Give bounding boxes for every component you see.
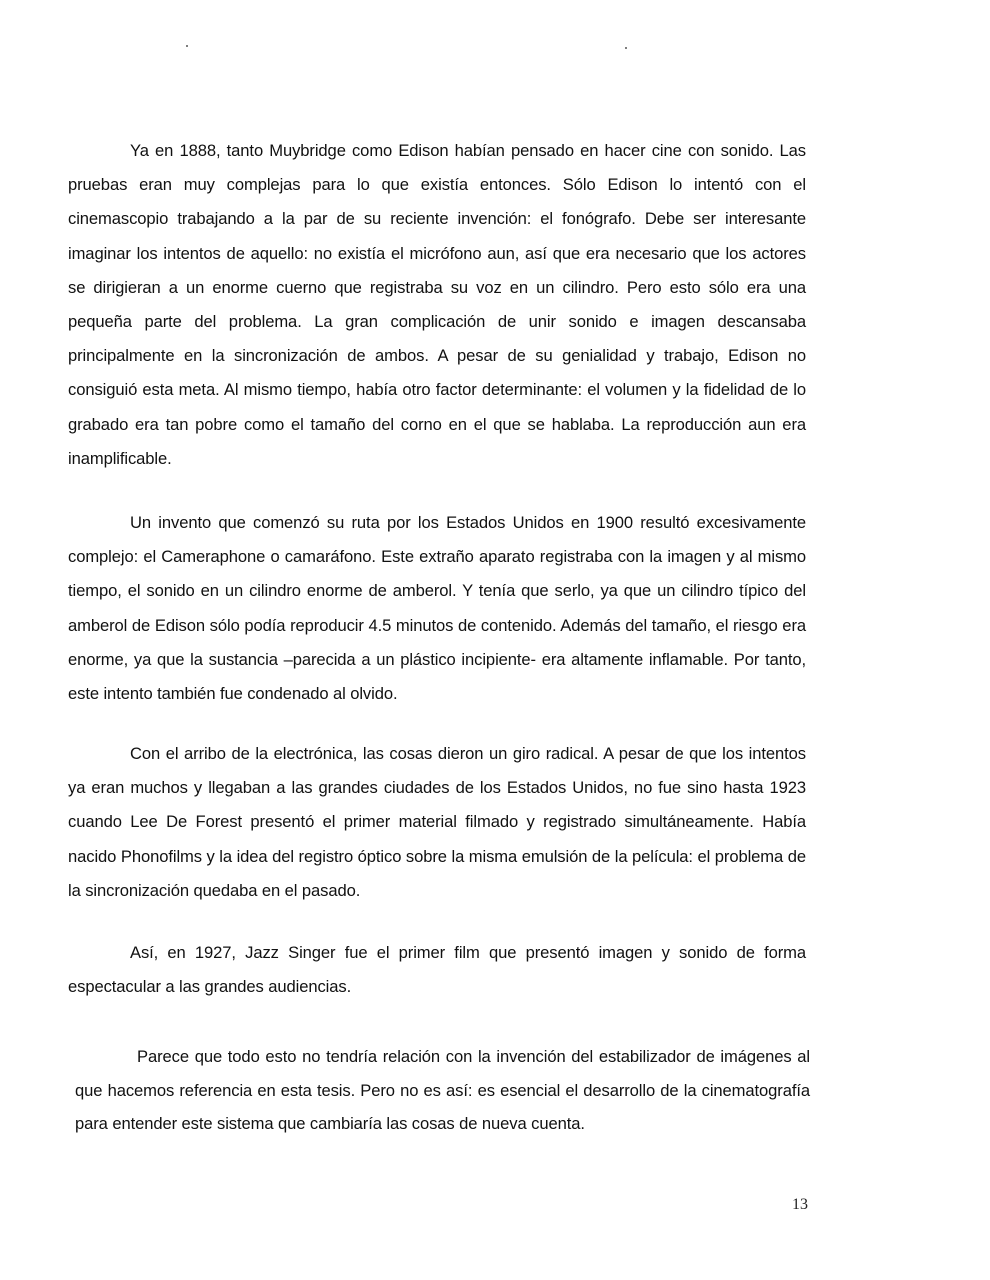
page-number: 13 (792, 1196, 808, 1213)
scan-speck (625, 47, 627, 49)
paragraph-sound-attempts: Ya en 1888, tanto Muybridge como Edison habían pensado en hacer cine con sonido. Las pruebas eran muy complejas para lo que existía entonces. Sólo Edison lo intentó con el cinemascopio trabajando a la par de su reciente invención: el fonógrafo. Debe ser interesante imaginar los intentos de aquello: no existía el micrófono aun, así que era necesario que los actores se dirigieran a un enorme cuerno que registraba su voz en un cilindro. Pero esto sólo era una pequeña parte del problema. La gran complicación de unir sonido e imagen descansaba principalmente en la sincronización de ambos. A pesar de su genialidad y trabajo, Edison no consiguió esta meta. Al mismo tiempo, había otro factor determinante: el volumen y la fidelidad de lo grabado era tan pobre como el tamaño del corno en el que se hablaba. La reproducción aun era inamplificable. (68, 141, 806, 468)
paragraph-jazz-singer: Así, en 1927, Jazz Singer fue el primer film que presentó imagen y sonido de forma espectacular a las grandes audiencias. (68, 943, 806, 997)
paragraph-cameraphone: Un invento que comenzó su ruta por los Estados Unidos en 1900 resultó excesivamente complejo: el Cameraphone o camaráfono. Este extraño aparato registraba con la imagen y al mismo tiempo, el sonido en un cilindro enorme de amberol. Y tenía que serlo, ya que un cilindro típico del amberol de Edison sólo podía reproducir 4.5 minutos de contenido. Además del tamaño, el riesgo era enorme, ya que la sustancia –parecida a un plástico incipiente- era altamente inflamable. Por tanto, este intento también fue condenado al olvido. (68, 513, 806, 704)
paragraph-electronics: Con el arribo de la electrónica, las cosas dieron un giro radical. A pesar de que los intentos ya eran muchos y llegaban a las grandes ciudades de los Estados Unidos, no fue sino hasta 1923 cuando Lee De Forest presentó el primer material filmado y registrado simultáneamente. Había nacido Phonofilms y la idea del registro óptico sobre la misma emulsión de la película: el problema de la sincronización quedaba en el pasado. (68, 744, 806, 900)
paragraph-thesis-relation: Parece que todo esto no tendría relación con la invención del estabilizador de imágenes al que hacemos referencia en esta tesis. Pero no es así: es esencial el desarrollo de la cinematografía para entender este sistema que cambiaría las cosas de nueva cuenta. (75, 1047, 810, 1133)
scan-speck (186, 45, 188, 47)
